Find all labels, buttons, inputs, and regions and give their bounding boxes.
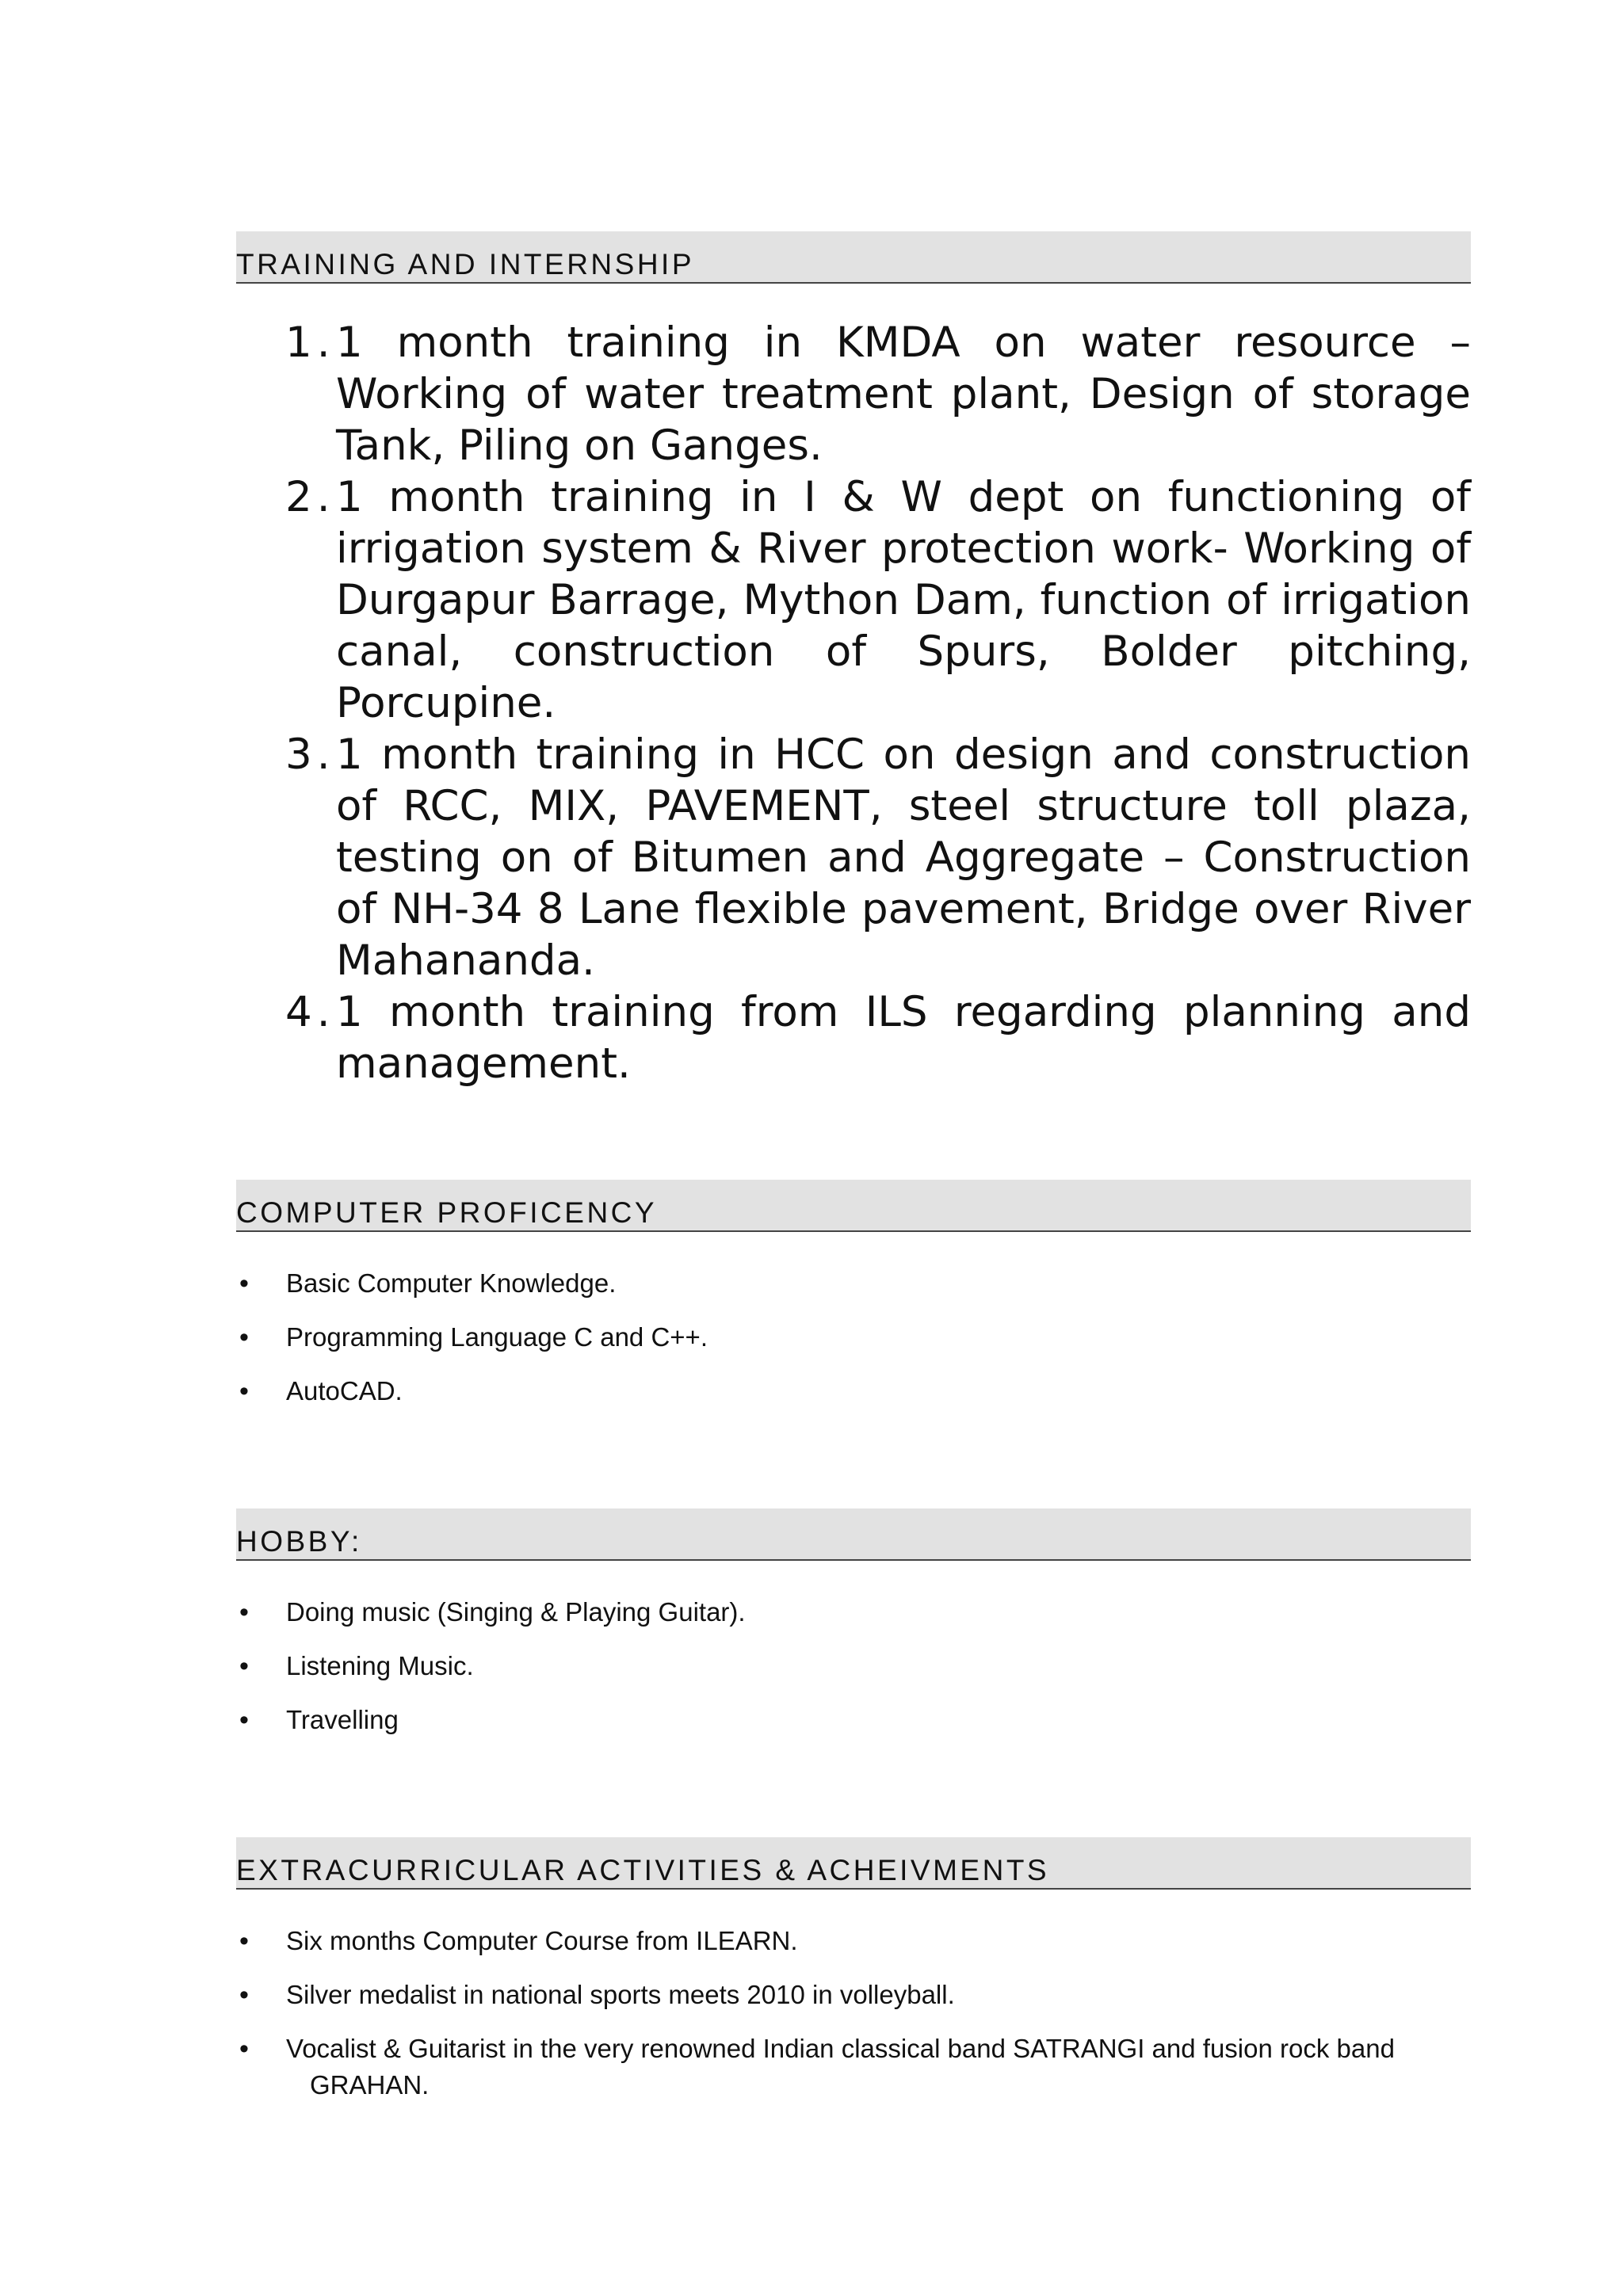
section-header-training	[236, 231, 1471, 284]
list-item-text: Six months Computer Course from ILEARN.	[286, 1926, 798, 1955]
list-item-text: Travelling	[286, 1705, 399, 1734]
list-item	[236, 1319, 1471, 1356]
training-item-number: 2.	[285, 473, 335, 521]
section-header-hobby	[236, 1508, 1471, 1561]
bullet-icon: •	[239, 1926, 249, 1956]
extracurricular-list	[236, 1923, 1471, 2121]
training-item-text: 1 month training in I & W dept on functioning of irrigation system & River protection work- Working of Durgapur Barrage, Mython Dam, function of irrigation canal, construction of Spurs, Bolder pitching, Porcupine.	[336, 473, 1471, 727]
bullet-icon: •	[239, 2034, 249, 2064]
training-item-text: 1 month training in KMDA on water resource – Working of water treatment plant, Design of storage Tank, Piling on Ganges.	[336, 318, 1471, 470]
list-item	[236, 1373, 1471, 1409]
training-item-text: 1 month training in HCC on design and construction of RCC, MIX, PAVEMENT, steel structure toll plaza, testing on of Bitumen and Aggregate – Construction of NH-34 8 Lane flexible pavement, Bridge over River Mahananda.	[336, 730, 1471, 985]
training-item-number: 3.	[285, 730, 335, 779]
bullet-icon: •	[239, 1705, 249, 1735]
list-item-text: Silver medalist in national sports meets 2010 in volleyball.	[286, 1980, 955, 2009]
list-item-text: AutoCAD.	[286, 1376, 403, 1405]
list-item-text: Listening Music.	[286, 1651, 474, 1680]
training-item-number: 1.	[285, 318, 335, 367]
list-item-text: Vocalist & Guitarist in the very renowned Indian classical band SATRANGI and fusion rock band	[286, 2034, 1395, 2063]
section-title-computer: COMPUTER PROFICENCY	[236, 1196, 658, 1229]
bullet-icon: •	[239, 1980, 249, 2010]
list-item	[236, 1648, 1471, 1684]
training-item-number: 4.	[285, 988, 335, 1036]
list-item-text-continuation: GRAHAN.	[310, 2070, 430, 2100]
section-title-hobby: HOBBY:	[236, 1525, 362, 1558]
training-item	[285, 729, 1471, 986]
section-title-extracurricular: EXTRACURRICULAR ACTIVITIES & ACHEIVMENTS	[236, 1854, 1050, 1886]
list-item	[236, 1977, 1471, 2013]
training-item	[285, 471, 1471, 729]
training-item	[285, 986, 1471, 1089]
training-item	[285, 317, 1471, 471]
bullet-icon: •	[239, 1268, 249, 1299]
bullet-icon: •	[239, 1376, 249, 1406]
list-item	[236, 1702, 1471, 1738]
list-item-text: Doing music (Singing & Playing Guitar).	[286, 1597, 746, 1627]
bullet-icon: •	[239, 1651, 249, 1681]
list-item-text: Programming Language C and C++.	[286, 1322, 708, 1352]
hobby-list	[236, 1594, 1471, 1756]
section-title-training: TRAINING AND INTERNSHIP	[236, 248, 694, 280]
bullet-icon: •	[239, 1597, 249, 1627]
computer-list	[236, 1265, 1471, 1427]
list-item	[236, 1594, 1471, 1630]
list-item	[236, 1923, 1471, 1959]
training-list	[285, 317, 1471, 1089]
section-header-computer	[236, 1180, 1471, 1232]
bullet-icon: •	[239, 1322, 249, 1352]
section-header-extracurricular	[236, 1837, 1471, 1890]
list-item	[236, 2031, 1471, 2103]
list-item	[236, 1265, 1471, 1302]
list-item-text: Basic Computer Knowledge.	[286, 1268, 617, 1298]
training-item-text: 1 month training from ILS regarding planning and management.	[336, 988, 1471, 1088]
